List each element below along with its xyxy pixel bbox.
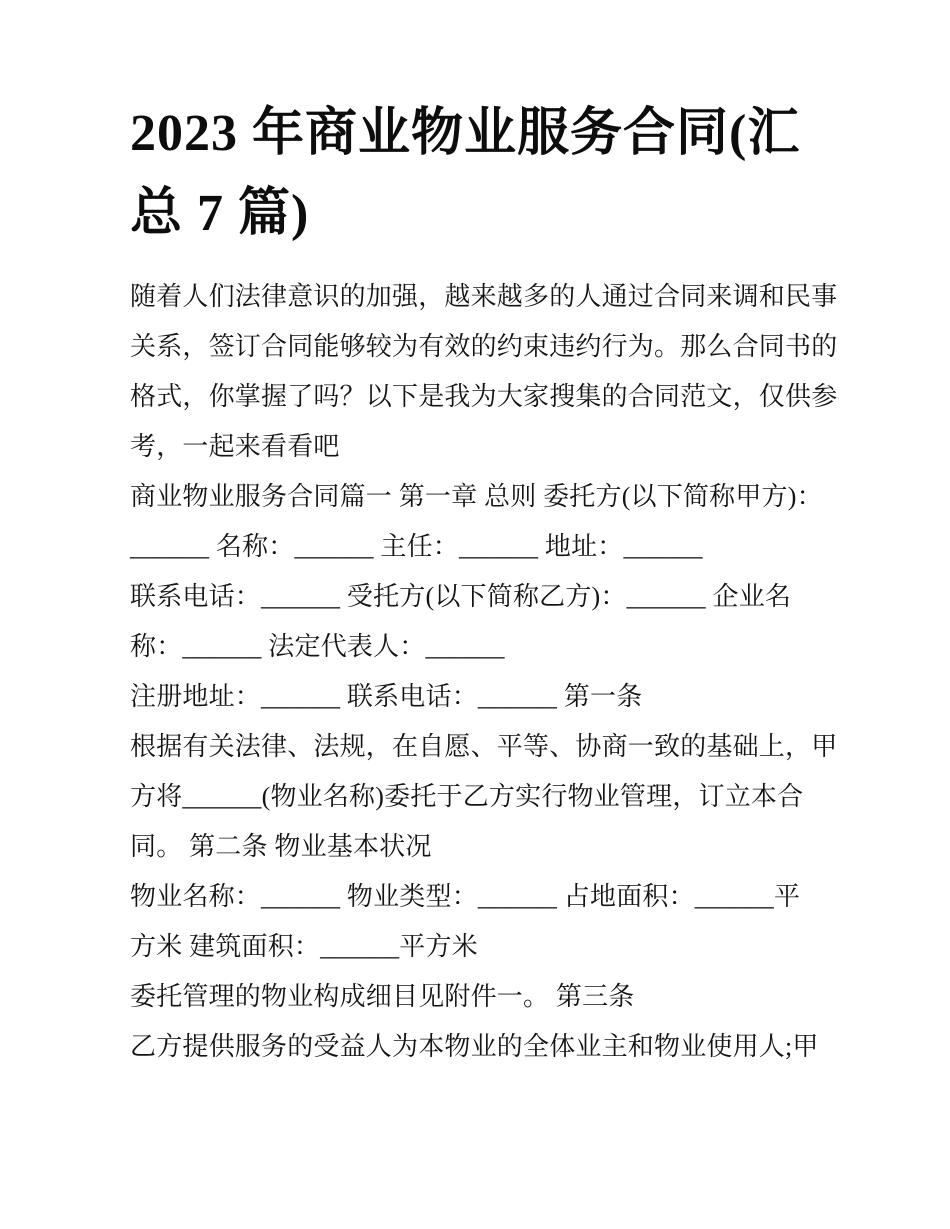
title-line-1: 2023 年商业物业服务合同(汇	[130, 105, 801, 162]
body-line-blank-fields: 方米 建筑面积：______平方米	[130, 932, 478, 961]
body-line: 乙方提供服务的受益人为本物业的全体业主和物业使用人;甲	[130, 1032, 819, 1061]
body-line: 根据有关法律、法规，在自愿、平等、协商一致的基础上，甲	[130, 732, 838, 761]
document-title	[130, 94, 840, 254]
body-line-blank-fields: 联系电话：______ 受托方(以下简称乙方)：______ 企业名	[130, 582, 792, 611]
body-line: 同。 第二条 物业基本状况	[130, 832, 432, 861]
body-line: 格式，你掌握了吗？以下是我为大家搜集的合同范文，仅供参	[130, 382, 838, 411]
body-line: 关系，签订合同能够较为有效的约束违约行为。那么合同书的	[130, 332, 838, 361]
body-line: 随着人们法律意识的加强，越来越多的人通过合同来调和民事	[130, 282, 838, 311]
body-line: 委托管理的物业构成细目见附件一。 第三条	[130, 982, 635, 1011]
body-line-blank-fields: ______ 名称：______ 主任：______ 地址：______	[130, 532, 703, 561]
body-line-blank-fields: 物业名称：______ 物业类型：______ 占地面积：______平	[130, 882, 801, 911]
body-line-blank-fields: 注册地址：______ 联系电话：______ 第一条	[130, 682, 643, 711]
body-line-section-heading: 商业物业服务合同篇一 第一章 总则 委托方(以下简称甲方)：	[130, 482, 823, 511]
body-line: 考，一起来看看吧	[130, 432, 340, 461]
title-line-2: 总 7 篇)	[130, 185, 310, 242]
body-line-blank-fields: 称：______ 法定代表人：______	[130, 632, 505, 661]
body-line: 方将______(物业名称)委托于乙方实行物业管理，订立本合	[130, 782, 804, 811]
document-body	[130, 272, 840, 1072]
